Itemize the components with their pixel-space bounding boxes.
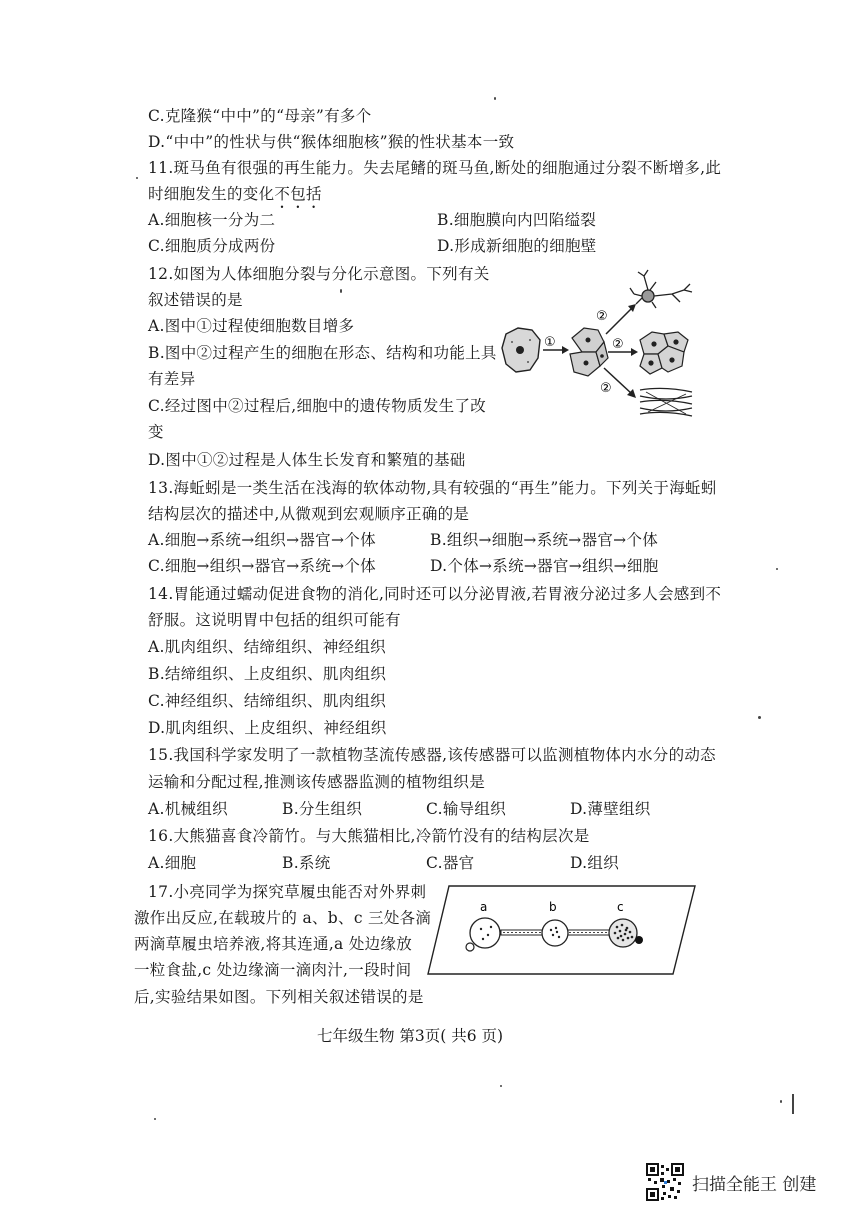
q11-option-d: D.形成新细胞的细胞壁 xyxy=(437,237,597,255)
scanner-watermark xyxy=(646,1163,816,1201)
scan-speck xyxy=(154,1118,156,1120)
watermark-text: 扫描全能王 创建 xyxy=(692,1174,817,1195)
neuron-cell xyxy=(630,270,692,308)
drop-a-label: a xyxy=(480,900,488,914)
q17-line2: 激作出反应,在载玻片的 a、b、c 三处各滴 xyxy=(134,909,432,927)
q16-option-d: D.组织 xyxy=(570,854,620,872)
q12-stem-line1: 12.如图为人体细胞分裂与分化示意图。下列有关 xyxy=(148,265,490,283)
q13-option-d: D.个体→系统→器官→组织→细胞 xyxy=(430,557,659,575)
drop-a xyxy=(466,900,500,951)
q13-stem-line1: 13.海蚯蚓是一类生活在浅海的软体动物,具有较强的“再生”能力。下列关于海蚯蚓 xyxy=(148,479,717,497)
arrow-head-1 xyxy=(562,346,569,354)
q12-option-a: A.图中①过程使细胞数目增多 xyxy=(148,317,355,335)
q11-option-b: B.细胞膜向内凹陷缢裂 xyxy=(437,211,597,229)
q16-option-b: B.系统 xyxy=(282,854,331,872)
paramecium-slide-diagram xyxy=(425,880,697,980)
q12-option-d: D.图中①②过程是人体生长发育和繁殖的基础 xyxy=(148,451,466,469)
q15-option-a: A.机械组织 xyxy=(148,800,228,818)
q13-stem-line2: 结构层次的描述中,从微观到宏观顺序正确的是 xyxy=(148,505,470,523)
q14-option-a: A.肌肉组织、结缔组织、神经组织 xyxy=(148,638,386,656)
drop-b-label: b xyxy=(549,900,557,914)
scan-speck xyxy=(780,1100,782,1103)
scan-speck xyxy=(776,568,778,570)
q15-option-d: D.薄壁组织 xyxy=(570,800,651,818)
epithelial-tissue xyxy=(640,332,688,374)
q14-option-c: C.神经组织、结缔组织、肌肉组织 xyxy=(148,692,387,710)
arrow-process-2a xyxy=(606,308,632,334)
scan-speck xyxy=(494,97,496,100)
cell-cluster xyxy=(570,328,608,376)
q17-line4: 一粒食盐,c 处边缘滴一滴肉汁,一段时间 xyxy=(134,961,412,979)
q12-option-c-line2: 变 xyxy=(148,423,164,441)
scan-speck xyxy=(500,1085,502,1087)
q11-stem-text: 时细胞发生的变化 xyxy=(148,185,275,203)
q17-line1: 17.小亮同学为探究草履虫能否对外界刺 xyxy=(148,883,427,901)
q16-option-c: C.器官 xyxy=(426,854,475,872)
q11-stem-line2 xyxy=(148,184,322,212)
q11-emphasis: 不包括 xyxy=(274,185,322,203)
scan-speck xyxy=(758,716,761,719)
diagram-label-2a: ② xyxy=(596,309,608,324)
q15-stem-line2: 运输和分配过程,推测该传感器监测的植物组织是 xyxy=(148,773,486,791)
q14-stem-line1: 14.胃能通过蠕动促进食物的消化,同时还可以分泌胃液,若胃液分泌过多人会感到不 xyxy=(148,585,722,603)
cell-division-diagram xyxy=(496,268,706,428)
page-footer: 七年级生物 第3页( 共6 页) xyxy=(316,1027,504,1045)
scan-speck xyxy=(340,289,342,293)
single-cell xyxy=(502,328,540,372)
q13-option-b: B.组织→细胞→系统→器官→个体 xyxy=(430,531,659,549)
q13-option-a: A.细胞→系统→组织→器官→个体 xyxy=(148,531,376,549)
drop-b xyxy=(542,900,568,946)
diagram-label-2c: ② xyxy=(600,381,612,396)
q12-stem-line2: 叙述错误的是 xyxy=(148,291,243,309)
q17-line3: 两滴草履虫培养液,将其连通,a 处边缘放 xyxy=(134,935,413,953)
drop-c-label: c xyxy=(617,900,624,914)
q15-option-c: C.输导组织 xyxy=(426,800,507,818)
drop-c xyxy=(609,900,643,947)
scan-speck xyxy=(792,1094,794,1114)
q11-stem-line1: 11.斑马鱼有很强的再生能力。失去尾鳍的斑马鱼,断处的细胞通过分裂不断增多,此 xyxy=(148,159,722,177)
q11-option-a: A.细胞核一分为二 xyxy=(148,211,276,229)
q17-line5: 后,实验结果如图。下列相关叙述错误的是 xyxy=(134,988,424,1006)
muscle-tissue xyxy=(640,388,692,416)
scan-speck xyxy=(136,177,138,179)
q13-option-c: C.细胞→组织→器官→系统→个体 xyxy=(148,557,376,575)
q16-stem: 16.大熊猫喜食冷箭竹。与大熊猫相比,冷箭竹没有的结构层次是 xyxy=(148,827,590,845)
q10-option-d: D.“中中”的性状与供“猴体细胞核”猴的性状基本一致 xyxy=(148,133,515,151)
q15-stem-line1: 15.我国科学家发明了一款植物茎流传感器,该传感器可以监测植物体内水分的动态 xyxy=(148,746,716,764)
q10-option-c: C.克隆猴“中中”的“母亲”有多个 xyxy=(148,107,372,125)
q14-stem-line2: 舒服。这说明胃中包括的组织可能有 xyxy=(148,611,401,629)
q11-option-c: C.细胞质分成两份 xyxy=(148,237,276,255)
q14-option-d: D.肌肉组织、上皮组织、神经组织 xyxy=(148,719,387,737)
q15-option-b: B.分生组织 xyxy=(282,800,363,818)
salt-grain xyxy=(466,943,474,951)
q14-option-b: B.结缔组织、上皮组织、肌肉组织 xyxy=(148,665,387,683)
diagram-label-1: ① xyxy=(544,335,556,350)
qr-code-icon xyxy=(646,1163,684,1201)
meat-juice-drop xyxy=(635,936,643,944)
q12-option-c-line1: C.经过图中②过程后,细胞中的遗传物质发生了改 xyxy=(148,397,487,415)
q12-option-b-line2: 有差异 xyxy=(148,370,196,388)
diagram-label-2b: ② xyxy=(612,337,624,352)
q12-option-b-line1: B.图中②过程产生的细胞在形态、结构和功能上具 xyxy=(148,344,497,362)
q16-option-a: A.细胞 xyxy=(148,854,197,872)
